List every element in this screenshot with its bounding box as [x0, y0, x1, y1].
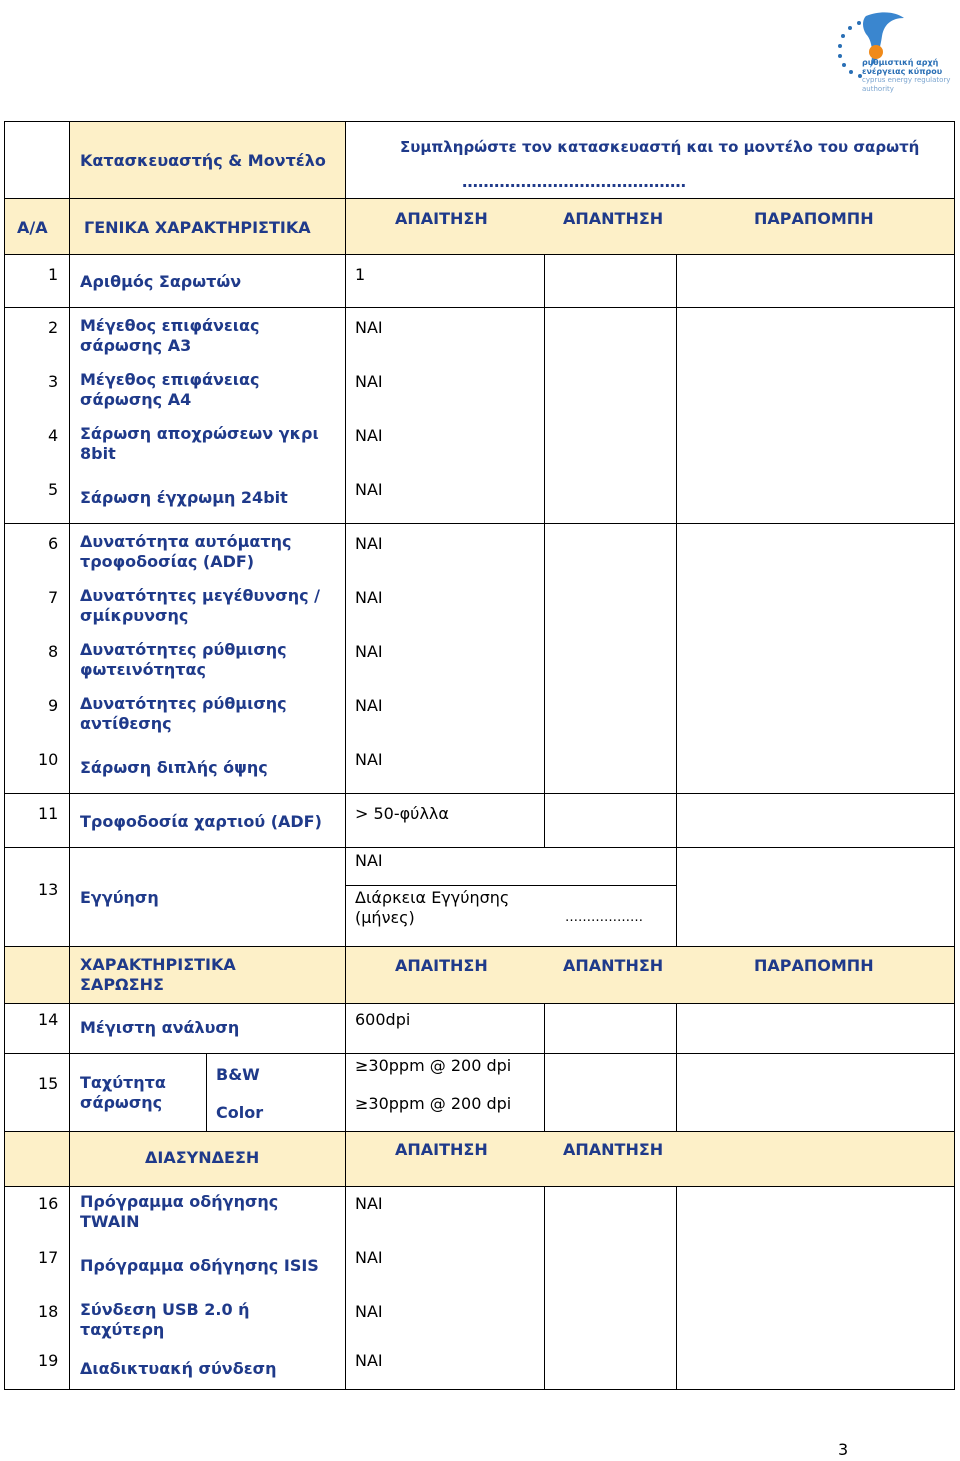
row-3-label: Μέγεθος επιφάνειας σάρωσης Α4 — [80, 370, 260, 409]
row-13-label: Εγγύηση — [80, 888, 159, 907]
row-4-value: ΝΑΙ — [355, 426, 383, 445]
warranty-duration-dots[interactable]: ……………… — [565, 910, 643, 925]
col-requirement-header: ΑΠΑΙΤΗΣΗ — [395, 209, 488, 228]
manufacturer-input-dots[interactable]: …………………………………… — [462, 172, 686, 191]
row-14-label: Μέγιστη ανάλυση — [80, 1018, 240, 1037]
row-13-value: ΝΑΙ — [355, 851, 383, 870]
row-5-label: Σάρωση έγχρωμη 24bit — [80, 488, 288, 507]
speed-color-value: ≥30ppm @ 200 dpi — [355, 1094, 512, 1113]
row-3-num: 3 — [48, 372, 59, 391]
row-10-num: 10 — [38, 750, 59, 769]
row-16-label: Πρόγραμμα οδήγησης TWAIN — [80, 1192, 279, 1231]
col-answer-header: ΑΠΑΝΤΗΣΗ — [563, 209, 664, 228]
row-11-value: > 50-φύλλα — [355, 804, 449, 823]
scan-col-requirement: ΑΠΑΙΤΗΣΗ — [395, 956, 488, 975]
interface-section-header: ΔΙΑΣΥΝΔΕΣΗ — [145, 1148, 260, 1167]
row-16-value: ΝΑΙ — [355, 1194, 383, 1213]
row-6-num: 6 — [48, 534, 59, 553]
interface-col-requirement: ΑΠΑΙΤΗΣΗ — [395, 1140, 488, 1159]
row-5-num: 5 — [48, 480, 59, 499]
row-7-label: Δυνατότητες μεγέθυνσης / σμίκρυνσης — [80, 586, 320, 625]
row-19-label: Διαδικτυακή σύνδεση — [80, 1359, 277, 1378]
scan-section-header: ΧΑΡΑΚΤΗΡΙΣΤΙΚΑ ΣΑΡΩΣΗΣ — [80, 955, 236, 994]
row-10-value: ΝΑΙ — [355, 750, 383, 769]
row-7-num: 7 — [48, 588, 59, 607]
warranty-duration-label: Διάρκεια Εγγύησης (μήνες) — [355, 888, 510, 927]
row-15-num: 15 — [38, 1074, 59, 1093]
row-17-value: ΝΑΙ — [355, 1248, 383, 1267]
row-8-value: ΝΑΙ — [355, 642, 383, 661]
row-18-num: 18 — [38, 1302, 59, 1321]
row-2-num: 2 — [48, 318, 59, 337]
row-6-label: Δυνατότητα αυτόματης τροφοδοσίας (ADF) — [80, 532, 292, 571]
row-19-value: ΝΑΙ — [355, 1351, 383, 1370]
speed-bw-value: ≥30ppm @ 200 dpi — [355, 1056, 512, 1075]
row-18-label: Σύνδεση USB 2.0 ή ταχύτερη — [80, 1300, 250, 1339]
row-14-num: 14 — [38, 1010, 59, 1029]
row-11-label: Τροφοδοσία χαρτιού (ADF) — [80, 812, 322, 831]
row-1-value: 1 — [355, 265, 366, 284]
speed-bw-label: B&W — [216, 1065, 260, 1084]
row-18-value: ΝΑΙ — [355, 1302, 383, 1321]
row-5-value: ΝΑΙ — [355, 480, 383, 499]
interface-col-answer: ΑΠΑΝΤΗΣΗ — [563, 1140, 664, 1159]
row-8-label: Δυνατότητες ρύθμισης φωτεινότητας — [80, 640, 287, 679]
row-4-label: Σάρωση αποχρώσεων γκρι 8bit — [80, 424, 319, 463]
row-15-label: Ταχύτητα σάρωσης — [80, 1073, 166, 1112]
row-1-num: 1 — [48, 265, 59, 284]
row-2-value: ΝΑΙ — [355, 318, 383, 337]
row-11-num: 11 — [38, 804, 59, 823]
scan-col-reference: ΠΑΡΑΠΟΜΠΗ — [754, 956, 874, 975]
row-8-num: 8 — [48, 642, 59, 661]
row-2-label: Μέγεθος επιφάνειας σάρωσης Α3 — [80, 316, 260, 355]
speed-color-label: Color — [216, 1103, 264, 1122]
row-3-value: ΝΑΙ — [355, 372, 383, 391]
row-17-label: Πρόγραμμα οδήγησης ISIS — [80, 1256, 319, 1275]
row-17-num: 17 — [38, 1248, 59, 1267]
row-14-value: 600dpi — [355, 1010, 411, 1029]
row-16-num: 16 — [38, 1194, 59, 1213]
row-9-value: ΝΑΙ — [355, 696, 383, 715]
row-1-label: Αριθμός Σαρωτών — [80, 272, 242, 291]
row-19-num: 19 — [38, 1351, 59, 1370]
row-13-num: 13 — [38, 880, 59, 899]
row-4-num: 4 — [48, 426, 59, 445]
row-6-value: ΝΑΙ — [355, 534, 383, 553]
general-header: ΓΕΝΙΚΑ ΧΑΡΑΚΤΗΡΙΣΤΙΚΑ — [84, 218, 311, 237]
row-9-num: 9 — [48, 696, 59, 715]
row-7-value: ΝΑΙ — [355, 588, 383, 607]
scan-col-answer: ΑΠΑΝΤΗΣΗ — [563, 956, 664, 975]
row-9-label: Δυνατότητες ρύθμισης αντίθεσης — [80, 694, 287, 733]
row-10-label: Σάρωση διπλής όψης — [80, 758, 268, 777]
manufacturer-instruction: Συμπληρώστε τον κατασκευαστή και το μοντέλο του σαρωτή — [400, 138, 920, 156]
col-reference-header: ΠΑΡΑΠΟΜΠΗ — [754, 209, 874, 228]
col-aa-header: Α/Α — [17, 218, 48, 237]
manufacturer-label: Κατασκευαστής & Μοντέλο — [80, 151, 326, 170]
logo-text: ρυθμιστική αρχή ενέργειας κύπρου cyprus energy regulatory authority — [862, 58, 951, 93]
page-number: 3 — [838, 1440, 849, 1459]
